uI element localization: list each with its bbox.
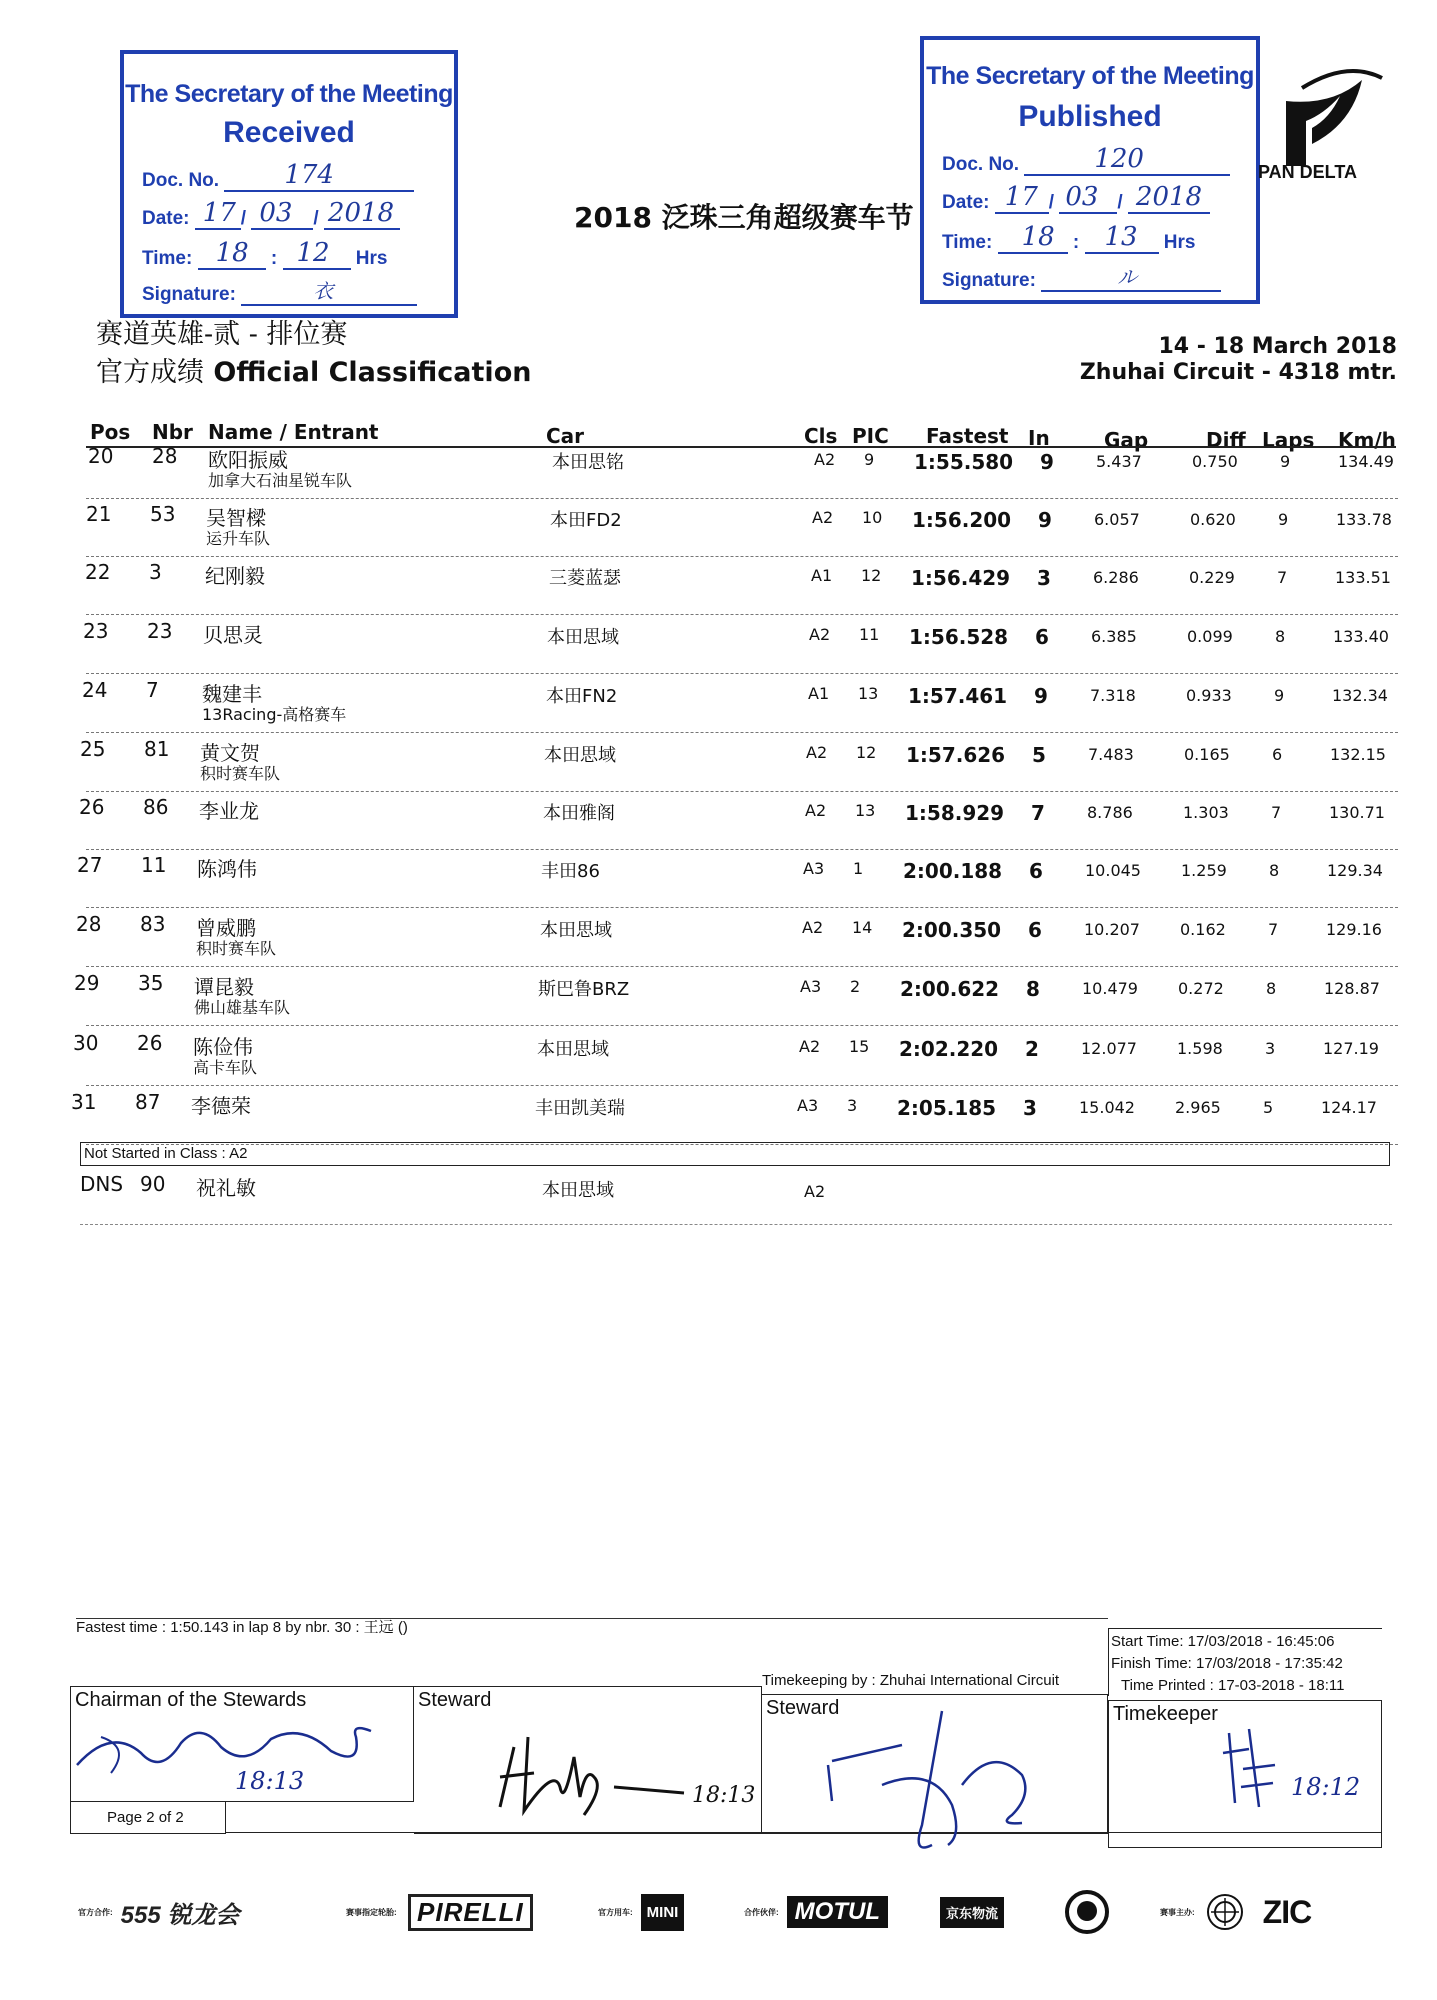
subtitle-en: Official Classification (213, 357, 532, 388)
cell-pos: 28 (76, 912, 102, 936)
pan-delta-logo (1258, 66, 1392, 186)
cell-diff: 1.259 (1181, 861, 1227, 880)
col-nbr: Nbr (152, 420, 193, 444)
timekeeper-signature-icon (1219, 1723, 1279, 1813)
cell-cls: A3 (797, 1096, 819, 1115)
col-pos: Pos (90, 420, 131, 444)
cell-fastest: 1:55.580 (914, 450, 1014, 474)
doc-no-value: 120 (1094, 144, 1144, 174)
cell-kmh: 129.34 (1327, 861, 1383, 880)
cell-pos: 24 (82, 678, 108, 702)
cell-cls: A2 (814, 450, 836, 469)
cell-kmh: 133.78 (1336, 510, 1392, 529)
cell-diff: 0.165 (1184, 745, 1230, 764)
cell-nbr: 23 (147, 619, 173, 643)
cell-nbr: 7 (146, 678, 159, 702)
event-dates: 14 - 18 March 2018 (1158, 334, 1397, 359)
cell-pos: 29 (74, 971, 100, 995)
stamp-status: Published (1018, 100, 1162, 133)
sponsor-4-label: 合作伙伴: (744, 1907, 779, 1917)
date-month: 03 (1065, 182, 1099, 212)
row-divider (86, 791, 1398, 792)
cell-entrant: 加拿大石油星锐车队 (208, 471, 353, 490)
cell-entrant: 高卡车队 (193, 1058, 258, 1077)
row-divider (86, 614, 1398, 615)
cell-pos: 26 (79, 795, 105, 819)
subtitle-cn: 官方成绩 (96, 357, 204, 388)
fastest-time-note: Fastest time : 1:50.143 in lap 8 by nbr. 30 : 王远 () (76, 1619, 408, 1636)
timing-info-box (1108, 1628, 1382, 1696)
cell-cls: A2 (799, 1037, 821, 1056)
cell-name: 黄文贺 (200, 741, 260, 765)
timekeeper-time: 18:12 (1291, 1773, 1361, 1801)
sponsor-1 (78, 1890, 239, 1934)
signature-value: 衣 (313, 279, 334, 303)
steward1-time: 18:13 (692, 1783, 756, 1808)
cell-pic: 2 (850, 977, 861, 996)
steward2-box (762, 1694, 1108, 1834)
row-divider (86, 1085, 1398, 1086)
cell-nbr: 28 (152, 444, 178, 468)
cell-car: 本田思域 (540, 920, 612, 941)
event-title: 2018 泛珠三角超级赛车节 (574, 201, 914, 234)
table-row (0, 678, 1437, 737)
dns-rule (80, 1224, 1392, 1225)
cell-laps: 9 (1278, 510, 1289, 529)
signature-label: Signature: (942, 270, 1036, 291)
cell-cls: A2 (812, 508, 834, 527)
cell-gap: 15.042 (1079, 1098, 1135, 1117)
cell-name: 贝思灵 (203, 623, 263, 647)
cell-diff: 0.272 (1178, 979, 1224, 998)
dns-pos: DNS (80, 1172, 124, 1196)
pan-delta-emblem-icon (1262, 66, 1392, 166)
cell-pos: 30 (73, 1031, 99, 1055)
race-name: 赛道英雄-贰 - 排位赛 (96, 319, 348, 350)
cell-nbr: 11 (141, 853, 167, 877)
cell-in: 9 (1038, 508, 1052, 532)
cell-car: 本田雅阁 (543, 803, 615, 824)
sponsor-5-logo: 京东物流 (940, 1897, 1004, 1928)
cell-fastest: 2:02.220 (899, 1037, 999, 1061)
cell-name: 陈鸿伟 (197, 857, 257, 881)
sponsor-4-logo: MOTUL (787, 1896, 888, 1928)
signature-row (142, 279, 417, 306)
not-started-label: Not Started in Class : A2 (84, 1145, 248, 1162)
date-day: 17 (202, 198, 236, 228)
cell-gap: 6.286 (1093, 568, 1139, 587)
hrs-label: Hrs (1163, 232, 1196, 253)
cell-entrant: 佛山雄基车队 (194, 998, 291, 1017)
doc-no-label: Doc. No. (142, 170, 220, 191)
dns-cls: A2 (804, 1182, 826, 1201)
steward1-box (414, 1686, 762, 1834)
cell-fastest: 1:56.200 (912, 508, 1012, 532)
cell-fastest: 1:57.626 (906, 743, 1006, 767)
signature-row (942, 265, 1221, 292)
signature-value: ル (1117, 265, 1138, 289)
cell-kmh: 127.19 (1323, 1039, 1379, 1058)
doc-no-row (942, 144, 1230, 176)
cell-kmh: 130.71 (1329, 803, 1385, 822)
cell-pos: 22 (85, 560, 111, 584)
logo-text: PAN DELTA (1258, 162, 1357, 182)
steward2-label: Steward (766, 1697, 840, 1719)
time-hour: 18 (1021, 222, 1055, 252)
cell-entrant: 积时赛车队 (196, 939, 277, 958)
circuit-badge-icon (1064, 1889, 1110, 1935)
row-divider (86, 732, 1398, 733)
col-diff: Diff (1206, 428, 1246, 452)
cell-kmh: 132.34 (1332, 686, 1388, 705)
row-divider (86, 556, 1398, 557)
col-in: In (1028, 426, 1050, 450)
cell-entrant: 积时赛车队 (200, 764, 281, 783)
cell-in: 5 (1032, 743, 1046, 767)
doc-no-label: Doc. No. (942, 154, 1020, 175)
cell-cls: A3 (800, 977, 822, 996)
time-row: Time: 18 : 13 Hrs (942, 222, 1196, 253)
cell-gap: 7.318 (1090, 686, 1136, 705)
cell-kmh: 128.87 (1324, 979, 1380, 998)
time-label: Time: (942, 232, 993, 253)
date-month: 03 (259, 198, 293, 228)
cell-nbr: 26 (137, 1031, 163, 1055)
cell-in: 9 (1034, 684, 1048, 708)
cell-kmh: 132.15 (1330, 745, 1386, 764)
cell-gap: 7.483 (1088, 745, 1134, 764)
page-number: Page 2 of 2 (107, 1809, 184, 1826)
time-row: Time: 18 : 12 Hrs (142, 238, 388, 269)
cell-diff: 0.229 (1189, 568, 1235, 587)
col-laps: Laps (1262, 428, 1315, 452)
cell-laps: 6 (1272, 745, 1283, 764)
stamp-title: The Secretary of the Meeting (125, 80, 453, 108)
cell-pos: 20 (88, 444, 114, 468)
cell-nbr: 35 (138, 971, 164, 995)
row-divider (86, 498, 1398, 499)
cell-diff: 0.750 (1192, 452, 1238, 471)
cell-nbr: 3 (149, 560, 162, 584)
cell-car: 本田思域 (537, 1039, 609, 1060)
table-row (0, 444, 1437, 503)
received-stamp (120, 50, 458, 318)
table-row (0, 560, 1437, 619)
cell-in: 9 (1040, 450, 1054, 474)
cell-entrant: 13Racing-高格赛车 (202, 705, 347, 724)
date-year: 2018 (1135, 182, 1203, 212)
cell-laps: 8 (1275, 627, 1286, 646)
stamp-status: Received (223, 116, 355, 149)
cell-pic: 12 (861, 566, 882, 585)
row-divider (86, 849, 1398, 850)
cell-gap: 6.385 (1091, 627, 1137, 646)
cell-car: 本田思域 (547, 627, 619, 648)
col-cls: Cls (804, 424, 838, 448)
cell-pic: 1 (853, 859, 864, 878)
sponsor-1-label: 官方合作: (78, 1907, 113, 1917)
col-pic: PIC (852, 424, 889, 448)
footer-rule (76, 1618, 1108, 1619)
table-row (0, 1031, 1437, 1090)
sponsor-5 (940, 1890, 1004, 1934)
dns-nbr: 90 (140, 1172, 166, 1196)
cell-fastest: 1:57.461 (908, 684, 1008, 708)
cell-laps: 7 (1277, 568, 1288, 587)
time-minute: 12 (296, 238, 330, 268)
timekeeper-box (1108, 1700, 1382, 1848)
table-row (0, 971, 1437, 1030)
cell-car: 丰田凯美瑞 (535, 1098, 625, 1119)
cell-gap: 10.207 (1084, 920, 1140, 939)
cell-diff: 0.620 (1190, 510, 1236, 529)
cell-name: 吴智樑 (206, 506, 266, 530)
sponsor-3-logo: MINI (641, 1894, 685, 1931)
cell-name: 谭昆毅 (194, 975, 254, 999)
col-fastest: Fastest (926, 424, 1009, 448)
steward1-signature-icon (494, 1727, 694, 1817)
cell-fastest: 2:00.188 (903, 859, 1003, 883)
cell-in: 8 (1026, 977, 1040, 1001)
steward1-label: Steward (418, 1689, 492, 1711)
finish-time: Finish Time: 17/03/2018 - 17:35:42 (1111, 1655, 1343, 1672)
cell-pic: 10 (862, 508, 883, 527)
cell-pic: 13 (858, 684, 879, 703)
date-label: Date: (142, 208, 190, 229)
cell-car: 三菱蓝瑟 (549, 568, 621, 589)
cell-name: 曾威鹏 (196, 916, 256, 940)
time-hour: 18 (215, 238, 249, 268)
cell-fastest: 2:00.350 (902, 918, 1002, 942)
official-classification (96, 350, 531, 389)
cell-gap: 10.045 (1085, 861, 1141, 880)
stamp-title: The Secretary of the Meeting (926, 62, 1254, 90)
dns-car: 本田思域 (542, 1180, 614, 1201)
cell-cls: A2 (802, 918, 824, 937)
cell-laps: 8 (1266, 979, 1277, 998)
chairman-time: 18:13 (235, 1767, 305, 1795)
sponsor-6 (1160, 1890, 1311, 1934)
cell-fastest: 1:56.528 (909, 625, 1009, 649)
row-divider (86, 907, 1398, 908)
steward2-signature-icon (822, 1705, 1092, 1855)
cell-laps: 3 (1265, 1039, 1276, 1058)
not-started-box (80, 1142, 1390, 1166)
timekeeping-credit: Timekeeping by : Zhuhai International Circuit (762, 1672, 1060, 1689)
time-label: Time: (142, 248, 193, 269)
cell-laps: 7 (1268, 920, 1279, 939)
cell-in: 6 (1028, 918, 1042, 942)
cell-kmh: 133.51 (1335, 568, 1391, 587)
cell-pic: 15 (849, 1037, 870, 1056)
sponsor-1-logo: 555 锐龙会 (120, 1901, 240, 1929)
cell-pic: 9 (864, 450, 875, 469)
cell-laps: 7 (1271, 803, 1282, 822)
cell-cls: A3 (803, 859, 825, 878)
cell-name: 李业龙 (199, 799, 259, 823)
table-row (0, 912, 1437, 971)
cell-gap: 5.437 (1096, 452, 1142, 471)
cell-pic: 11 (859, 625, 880, 644)
cell-laps: 5 (1263, 1098, 1274, 1117)
col-gap: Gap (1104, 428, 1149, 452)
sponsor-2-label: 赛事指定轮胎: (346, 1907, 397, 1917)
cell-cls: A2 (805, 801, 827, 820)
date-row: Date: 17 / 03 / 2018 (142, 206, 400, 230)
cell-fastest: 1:56.429 (911, 566, 1011, 590)
cell-cls: A1 (811, 566, 833, 585)
cell-nbr: 81 (144, 737, 170, 761)
cell-kmh: 129.16 (1326, 920, 1382, 939)
date-label: Date: (942, 192, 990, 213)
start-time: Start Time: 17/03/2018 - 16:45:06 (1111, 1633, 1335, 1650)
cell-in: 6 (1035, 625, 1049, 649)
cell-kmh: 133.40 (1333, 627, 1389, 646)
col-kmh: Km/h (1338, 428, 1396, 452)
date-day: 17 (1004, 182, 1038, 212)
hrs-label: Hrs (355, 248, 388, 269)
cell-pos: 25 (80, 737, 106, 761)
chairman-box (70, 1686, 414, 1826)
circuit-info: Zhuhai Circuit - 4318 mtr. (1079, 360, 1397, 385)
sponsor-badge (1064, 1890, 1110, 1934)
cell-car: 斯巴鲁BRZ (538, 979, 630, 1000)
cell-car: 本田FD2 (550, 510, 622, 531)
cell-in: 3 (1037, 566, 1051, 590)
col-car: Car (546, 424, 585, 448)
table-row (0, 502, 1437, 561)
cell-pos: 21 (86, 502, 112, 526)
table-row (0, 795, 1437, 854)
cell-car: 丰田86 (541, 861, 600, 882)
cell-gap: 12.077 (1081, 1039, 1137, 1058)
col-name: Name / Entrant (208, 420, 379, 444)
time-printed: Time Printed : 17-03-2018 - 18:11 (1121, 1677, 1345, 1694)
row-divider (86, 673, 1398, 674)
cell-name: 陈俭伟 (193, 1035, 253, 1059)
cell-cls: A2 (806, 743, 828, 762)
cell-diff: 1.598 (1177, 1039, 1223, 1058)
timekeeper-label: Timekeeper (1113, 1703, 1218, 1725)
cell-car: 本田FN2 (546, 686, 618, 707)
time-minute: 13 (1104, 222, 1138, 252)
sponsor-2 (346, 1890, 533, 1934)
cell-pic: 3 (847, 1096, 858, 1115)
date-year: 2018 (327, 198, 395, 228)
cell-nbr: 53 (150, 502, 176, 526)
cell-diff: 0.933 (1186, 686, 1232, 705)
signature-label: Signature: (142, 284, 236, 305)
cell-in: 7 (1031, 801, 1045, 825)
cell-laps: 8 (1269, 861, 1280, 880)
doc-no-row (142, 160, 414, 192)
cell-pos: 23 (83, 619, 109, 643)
chairman-label: Chairman of the Stewards (75, 1689, 307, 1711)
cell-diff: 2.965 (1175, 1098, 1221, 1117)
cell-laps: 9 (1274, 686, 1285, 705)
page-box (70, 1802, 226, 1834)
cell-diff: 1.303 (1183, 803, 1229, 822)
cell-name: 李德荣 (191, 1094, 251, 1118)
table-row (0, 1090, 1437, 1149)
cell-gap: 8.786 (1087, 803, 1133, 822)
cell-gap: 10.479 (1082, 979, 1138, 998)
cell-car: 本田思铭 (552, 452, 624, 473)
cell-diff: 0.162 (1180, 920, 1226, 939)
published-stamp (920, 36, 1260, 304)
row-divider (86, 966, 1398, 967)
cell-nbr: 83 (140, 912, 166, 936)
table-row (0, 737, 1437, 796)
cell-kmh: 134.49 (1338, 452, 1394, 471)
cell-in: 2 (1025, 1037, 1039, 1061)
row-divider (86, 1025, 1398, 1026)
cell-pos: 31 (71, 1090, 97, 1114)
cell-laps: 9 (1280, 452, 1291, 471)
cell-pic: 13 (855, 801, 876, 820)
cell-diff: 0.099 (1187, 627, 1233, 646)
cell-fastest: 2:00.622 (900, 977, 1000, 1001)
cell-nbr: 87 (135, 1090, 161, 1114)
cell-kmh: 124.17 (1321, 1098, 1377, 1117)
cell-name: 纪刚毅 (205, 564, 265, 588)
cell-pic: 12 (856, 743, 877, 762)
sponsor-6-logo: ZIC (1262, 1893, 1312, 1930)
cell-name: 欧阳振威 (208, 448, 288, 472)
cell-fastest: 1:58.929 (905, 801, 1005, 825)
cell-in: 6 (1029, 859, 1043, 883)
cell-gap: 6.057 (1094, 510, 1140, 529)
cell-car: 本田思域 (544, 745, 616, 766)
dns-name: 祝礼敏 (196, 1176, 256, 1200)
sponsor-3-label: 官方用车: (598, 1907, 633, 1917)
cell-in: 3 (1023, 1096, 1037, 1120)
sponsor-2-logo: PIRELLI (408, 1894, 533, 1931)
cell-name: 魏建丰 (202, 682, 262, 706)
table-row (0, 619, 1437, 678)
sponsor-4 (744, 1890, 888, 1934)
cell-entrant: 运升车队 (206, 529, 271, 548)
sponsor-6-label: 赛事主办: (1160, 1907, 1195, 1917)
dns-row (0, 1172, 1437, 1231)
cell-cls: A2 (809, 625, 831, 644)
cell-pic: 14 (852, 918, 873, 937)
date-row: Date: 17 / 03 / 2018 (942, 190, 1210, 214)
cell-fastest: 2:05.185 (897, 1096, 997, 1120)
zic-emblem-icon (1205, 1892, 1245, 1932)
cell-nbr: 86 (143, 795, 169, 819)
doc-no-value: 174 (284, 160, 334, 190)
table-row (0, 853, 1437, 912)
cell-cls: A1 (808, 684, 830, 703)
sponsor-3 (598, 1890, 684, 1934)
cell-pos: 27 (77, 853, 103, 877)
